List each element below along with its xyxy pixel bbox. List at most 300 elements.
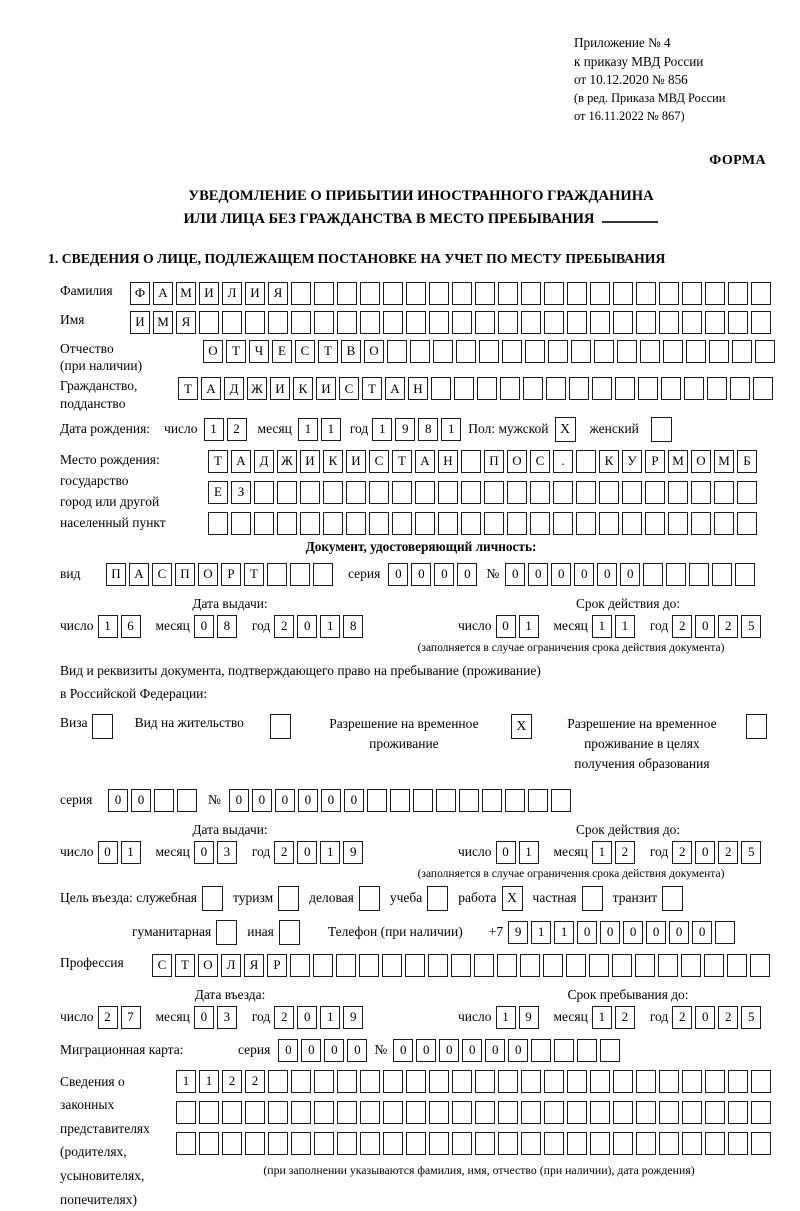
form-cell[interactable]: Ф [130,282,150,305]
form-cell[interactable] [521,311,541,334]
form-cell[interactable]: 8 [418,418,438,441]
form-cell[interactable] [405,954,425,977]
birth-place-field-row3[interactable] [208,512,760,535]
form-cell[interactable]: 0 [194,615,214,638]
citizenship-field[interactable] [178,377,776,400]
form-cell[interactable]: 0 [388,563,408,586]
form-cell[interactable]: К [599,450,619,473]
form-cell[interactable] [451,954,471,977]
form-cell[interactable]: 8 [343,615,363,638]
phone-field[interactable] [508,921,738,944]
form-cell[interactable]: 0 [298,789,318,812]
form-cell[interactable]: 0 [695,841,715,864]
form-cell[interactable] [599,481,619,504]
form-cell[interactable]: 1 [592,1006,612,1029]
form-cell[interactable]: 2 [718,841,738,864]
form-cell[interactable] [645,481,665,504]
form-cell[interactable] [360,311,380,334]
form-cell[interactable] [428,954,448,977]
doc-series-field[interactable] [388,563,480,586]
form-cell[interactable] [387,340,407,363]
form-cell[interactable] [314,282,334,305]
form-cell[interactable] [291,1070,311,1093]
form-cell[interactable] [682,1070,702,1093]
form-cell[interactable] [567,282,587,305]
form-cell[interactable] [452,282,472,305]
form-cell[interactable] [383,1070,403,1093]
form-cell[interactable] [569,377,589,400]
form-cell[interactable] [300,481,320,504]
form-cell[interactable] [475,311,495,334]
form-cell[interactable]: 1 [320,841,340,864]
form-cell[interactable]: 2 [718,1006,738,1029]
form-cell[interactable]: Б [737,450,757,473]
form-cell[interactable]: А [129,563,149,586]
form-cell[interactable] [546,377,566,400]
form-cell[interactable]: Т [208,450,228,473]
purpose-business-checkbox[interactable] [359,886,380,911]
form-cell[interactable]: 1 [372,418,392,441]
form-cell[interactable]: 2 [98,1006,118,1029]
form-cell[interactable]: 2 [672,615,692,638]
purpose-humanitarian-checkbox[interactable] [216,920,237,945]
form-cell[interactable] [314,1132,334,1155]
entry-day-field[interactable] [98,1006,144,1029]
doc-type-field[interactable] [106,563,336,586]
form-cell[interactable]: А [231,450,251,473]
form-cell[interactable] [576,450,596,473]
form-cell[interactable]: М [714,450,734,473]
form-cell[interactable]: К [323,450,343,473]
form-cell[interactable] [176,1132,196,1155]
form-cell[interactable]: 0 [692,921,712,944]
form-cell[interactable] [622,512,642,535]
form-cell[interactable] [360,1132,380,1155]
form-cell[interactable]: 3 [217,841,237,864]
form-cell[interactable] [199,1132,219,1155]
form-cell[interactable] [751,311,771,334]
form-cell[interactable] [751,1101,771,1124]
form-cell[interactable] [636,1070,656,1093]
form-cell[interactable] [367,789,387,812]
form-cell[interactable]: И [199,282,219,305]
form-cell[interactable] [613,1101,633,1124]
form-cell[interactable] [691,481,711,504]
name-field[interactable] [130,311,774,334]
form-cell[interactable] [658,954,678,977]
form-cell[interactable] [482,789,502,812]
form-cell[interactable] [484,512,504,535]
form-cell[interactable] [659,311,679,334]
form-cell[interactable]: 5 [741,615,761,638]
form-cell[interactable]: 1 [519,615,539,638]
form-cell[interactable] [750,954,770,977]
form-cell[interactable]: 1 [121,841,141,864]
form-cell[interactable] [613,1070,633,1093]
form-cell[interactable]: У [622,450,642,473]
form-cell[interactable]: 0 [457,563,477,586]
form-cell[interactable] [429,1070,449,1093]
form-cell[interactable]: 2 [672,841,692,864]
form-cell[interactable]: 0 [620,563,640,586]
form-cell[interactable]: Н [438,450,458,473]
form-cell[interactable]: 0 [551,563,571,586]
form-cell[interactable] [577,1039,597,1062]
form-cell[interactable]: О [364,340,384,363]
form-cell[interactable] [337,311,357,334]
form-cell[interactable]: 0 [462,1039,482,1062]
form-cell[interactable] [382,954,402,977]
form-cell[interactable]: Т [362,377,382,400]
form-cell[interactable]: С [152,954,172,977]
form-cell[interactable] [438,512,458,535]
form-cell[interactable] [436,789,456,812]
form-cell[interactable]: 0 [344,789,364,812]
form-cell[interactable]: 0 [297,841,317,864]
form-cell[interactable] [682,1132,702,1155]
form-cell[interactable]: 0 [496,841,516,864]
form-cell[interactable] [691,512,711,535]
form-cell[interactable] [277,512,297,535]
form-cell[interactable] [544,311,564,334]
form-cell[interactable]: 2 [615,841,635,864]
form-cell[interactable]: И [130,311,150,334]
form-cell[interactable]: 0 [252,789,272,812]
form-cell[interactable]: 0 [194,1006,214,1029]
form-cell[interactable] [199,311,219,334]
sex-male-checkbox[interactable]: X [555,417,576,442]
form-cell[interactable] [636,311,656,334]
form-cell[interactable] [415,512,435,535]
form-cell[interactable] [456,340,476,363]
form-cell[interactable]: 1 [199,1070,219,1093]
form-cell[interactable]: С [530,450,550,473]
form-cell[interactable] [359,954,379,977]
form-cell[interactable] [502,340,522,363]
form-cell[interactable] [245,311,265,334]
birth-month-field[interactable] [298,418,344,441]
form-cell[interactable] [684,377,704,400]
form-cell[interactable]: 0 [528,563,548,586]
form-cell[interactable] [433,340,453,363]
purpose-other-checkbox[interactable] [279,920,300,945]
form-cell[interactable] [566,954,586,977]
form-cell[interactable] [668,481,688,504]
form-cell[interactable]: 2 [672,1006,692,1029]
stay-year-field[interactable] [672,1006,764,1029]
form-cell[interactable] [600,1039,620,1062]
form-cell[interactable]: С [295,340,315,363]
form-cell[interactable] [521,1132,541,1155]
entry-month-field[interactable] [194,1006,240,1029]
form-cell[interactable] [474,954,494,977]
form-cell[interactable] [663,340,683,363]
form-cell[interactable]: 0 [496,615,516,638]
form-cell[interactable] [643,563,663,586]
form-cell[interactable]: Т [175,954,195,977]
form-cell[interactable]: Л [221,954,241,977]
form-cell[interactable] [590,282,610,305]
form-cell[interactable]: 1 [592,841,612,864]
form-cell[interactable] [406,282,426,305]
form-cell[interactable]: 0 [646,921,666,944]
form-cell[interactable] [567,1070,587,1093]
representatives-field-row3[interactable] [176,1132,782,1155]
form-cell[interactable]: 2 [274,615,294,638]
purpose-private-checkbox[interactable] [582,886,603,911]
form-cell[interactable] [707,377,727,400]
form-cell[interactable] [589,954,609,977]
form-cell[interactable] [613,282,633,305]
form-cell[interactable] [438,481,458,504]
form-cell[interactable] [682,311,702,334]
form-cell[interactable] [323,512,343,535]
issue2-month-field[interactable] [194,841,240,864]
form-cell[interactable] [360,282,380,305]
stay-month-field[interactable] [592,1006,638,1029]
form-cell[interactable]: Я [244,954,264,977]
form-cell[interactable]: 0 [439,1039,459,1062]
form-cell[interactable] [429,1132,449,1155]
form-cell[interactable] [392,481,412,504]
form-cell[interactable] [682,282,702,305]
birth-place-field-row2[interactable] [208,481,760,504]
form-cell[interactable] [268,1101,288,1124]
form-cell[interactable] [636,1101,656,1124]
form-cell[interactable] [383,1101,403,1124]
form-cell[interactable] [477,377,497,400]
form-cell[interactable]: О [507,450,527,473]
form-cell[interactable]: 0 [321,789,341,812]
form-cell[interactable]: 1 [298,418,318,441]
form-cell[interactable] [735,563,755,586]
form-cell[interactable] [222,1101,242,1124]
form-cell[interactable] [682,1101,702,1124]
form-cell[interactable] [360,1101,380,1124]
form-cell[interactable]: 0 [416,1039,436,1062]
form-cell[interactable]: 1 [531,921,551,944]
form-cell[interactable] [753,377,773,400]
form-cell[interactable] [383,1132,403,1155]
form-cell[interactable] [300,512,320,535]
form-cell[interactable]: Т [244,563,264,586]
form-cell[interactable] [636,1132,656,1155]
form-cell[interactable] [548,340,568,363]
issue1-day-field[interactable] [98,615,144,638]
form-cell[interactable]: С [339,377,359,400]
form-cell[interactable]: 0 [695,615,715,638]
form-cell[interactable] [727,954,747,977]
form-cell[interactable] [737,512,757,535]
form-cell[interactable] [712,563,732,586]
form-cell[interactable] [567,1101,587,1124]
temp-residence-checkbox[interactable]: X [511,714,532,739]
form-cell[interactable]: Л [222,282,242,305]
form-cell[interactable] [475,282,495,305]
form-cell[interactable] [231,512,251,535]
form-cell[interactable] [544,1132,564,1155]
form-cell[interactable] [666,563,686,586]
form-cell[interactable]: 2 [227,418,247,441]
form-cell[interactable]: К [293,377,313,400]
form-cell[interactable] [523,377,543,400]
birth-year-field[interactable] [372,418,464,441]
form-cell[interactable]: 0 [278,1039,298,1062]
form-cell[interactable] [659,1070,679,1093]
form-cell[interactable]: В [341,340,361,363]
form-cell[interactable] [406,1132,426,1155]
profession-field[interactable] [152,954,773,977]
form-cell[interactable] [599,512,619,535]
form-cell[interactable]: 0 [297,615,317,638]
form-cell[interactable] [531,1039,551,1062]
form-cell[interactable]: 2 [222,1070,242,1093]
form-cell[interactable] [406,311,426,334]
form-cell[interactable]: 9 [508,921,528,944]
form-cell[interactable]: 2 [245,1070,265,1093]
valid1-day-field[interactable] [496,615,542,638]
form-cell[interactable]: 2 [718,615,738,638]
form-cell[interactable] [475,1101,495,1124]
sex-female-checkbox[interactable] [651,417,672,442]
form-cell[interactable] [429,311,449,334]
form-cell[interactable]: 1 [204,418,224,441]
form-cell[interactable] [346,481,366,504]
issue2-day-field[interactable] [98,841,144,864]
form-cell[interactable] [154,789,174,812]
form-cell[interactable] [617,340,637,363]
form-cell[interactable]: Ч [249,340,269,363]
form-cell[interactable]: Д [224,377,244,400]
form-cell[interactable]: 0 [131,789,151,812]
form-cell[interactable] [645,512,665,535]
form-cell[interactable] [254,481,274,504]
form-cell[interactable] [661,377,681,400]
form-cell[interactable] [323,481,343,504]
form-cell[interactable] [291,282,311,305]
form-cell[interactable]: 1 [519,841,539,864]
form-cell[interactable] [497,954,517,977]
mig-number-field[interactable] [393,1039,623,1062]
form-cell[interactable]: 0 [194,841,214,864]
form-cell[interactable] [337,1070,357,1093]
form-cell[interactable] [268,1132,288,1155]
form-cell[interactable] [406,1070,426,1093]
form-cell[interactable] [728,311,748,334]
form-cell[interactable] [452,1070,472,1093]
form-cell[interactable] [612,954,632,977]
form-cell[interactable]: 0 [574,563,594,586]
form-cell[interactable]: 5 [741,1006,761,1029]
form-cell[interactable] [290,954,310,977]
form-cell[interactable] [413,789,433,812]
form-cell[interactable] [177,789,197,812]
form-cell[interactable] [313,954,333,977]
form-cell[interactable]: 1 [615,615,635,638]
form-cell[interactable]: 0 [600,921,620,944]
form-cell[interactable] [498,1132,518,1155]
form-cell[interactable] [553,481,573,504]
form-cell[interactable] [337,1132,357,1155]
form-cell[interactable] [705,1070,725,1093]
form-cell[interactable] [567,311,587,334]
form-cell[interactable]: . [553,450,573,473]
form-cell[interactable] [222,311,242,334]
form-cell[interactable]: О [198,954,218,977]
form-cell[interactable] [498,1101,518,1124]
form-cell[interactable]: 0 [508,1039,528,1062]
form-cell[interactable] [245,1101,265,1124]
form-cell[interactable] [730,377,750,400]
form-cell[interactable] [705,311,725,334]
form-cell[interactable] [267,563,287,586]
form-cell[interactable]: 1 [496,1006,516,1029]
form-cell[interactable] [360,1070,380,1093]
form-cell[interactable]: 2 [615,1006,635,1029]
form-cell[interactable]: 8 [217,615,237,638]
form-cell[interactable] [755,340,775,363]
form-cell[interactable]: 0 [297,1006,317,1029]
form-cell[interactable]: И [245,282,265,305]
form-cell[interactable]: Т [178,377,198,400]
form-cell[interactable]: 1 [441,418,461,441]
form-cell[interactable]: А [201,377,221,400]
form-cell[interactable] [507,481,527,504]
form-cell[interactable]: Е [208,481,228,504]
form-cell[interactable]: 6 [121,615,141,638]
form-cell[interactable] [715,921,735,944]
form-cell[interactable] [590,1101,610,1124]
form-cell[interactable] [659,1101,679,1124]
form-cell[interactable] [544,1070,564,1093]
form-cell[interactable]: 0 [577,921,597,944]
form-cell[interactable]: А [153,282,173,305]
valid1-month-field[interactable] [592,615,638,638]
form-cell[interactable] [544,1101,564,1124]
form-cell[interactable] [751,282,771,305]
form-cell[interactable] [567,1132,587,1155]
form-cell[interactable]: М [668,450,688,473]
form-cell[interactable] [406,1101,426,1124]
form-cell[interactable] [245,1132,265,1155]
form-cell[interactable] [484,481,504,504]
form-cell[interactable] [314,311,334,334]
form-cell[interactable]: 0 [597,563,617,586]
birth-place-field-row1[interactable] [208,450,760,473]
form-cell[interactable]: 0 [229,789,249,812]
form-cell[interactable]: П [484,450,504,473]
form-cell[interactable] [277,481,297,504]
form-cell[interactable]: 0 [695,1006,715,1029]
form-cell[interactable]: З [231,481,251,504]
birth-day-field[interactable] [204,418,250,441]
form-cell[interactable]: Д [254,450,274,473]
form-cell[interactable] [479,340,499,363]
form-cell[interactable] [291,311,311,334]
form-cell[interactable]: Н [408,377,428,400]
residence-permit-checkbox[interactable] [270,714,291,739]
form-cell[interactable] [290,563,310,586]
form-cell[interactable]: Т [226,340,246,363]
representatives-field-row2[interactable] [176,1101,782,1124]
form-cell[interactable] [429,1101,449,1124]
form-cell[interactable]: О [198,563,218,586]
temp-residence-edu-checkbox[interactable] [746,714,767,739]
form-cell[interactable] [705,1101,725,1124]
form-cell[interactable]: И [300,450,320,473]
form-cell[interactable] [576,512,596,535]
purpose-work-checkbox[interactable]: X [502,886,523,911]
